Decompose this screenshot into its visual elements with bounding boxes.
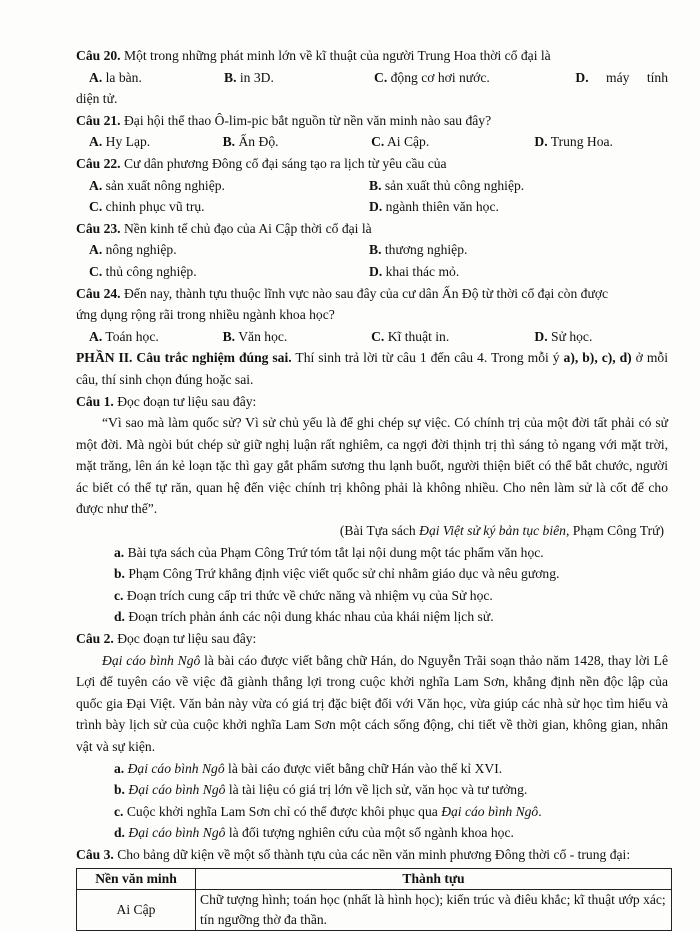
option-a[interactable]: A. Toán học. — [89, 328, 159, 344]
cau-1-source: (Bài Tựa sách Đại Việt sử ký bản tục biên, Phạm Công Trứ) — [339, 523, 664, 539]
question-22-options-ab — [76, 175, 668, 197]
question-24: Câu 24. Đến nay, thành tựu thuộc lĩnh vực nào sau đây của cư dân Ấn Độ từ thời cổ đại còn được — [76, 285, 609, 301]
option-b[interactable]: B. thương nghiệp. — [369, 242, 468, 258]
cau-2-passage: Đại cáo bình Ngô là bài cáo được viết bằng chữ Hán, do Nguyễn Trãi soạn thảo năm 1428, thay lời Lê Lợi để tuyên cáo về việc đã giành thắng lợi trong cuộc khởi nghĩa Lam Sơn, khẳng định nền độc lập của quốc gia Đại Việt. Văn bản này vừa có giá trị đặc biệt đối với Văn học, vừa giúp các nhà sử học tìm hiểu và trình bày lịch sử của cuộc khởi nghĩa Lam Sơn một cách sống động, chi tiết về thời gian, không gian, nhân vật và sự kiện. — [76, 652, 668, 754]
cau-3: Câu 3. Cho bảng dữ kiện về một số thành tựu của các nền văn minh phương Đông thời cổ - trung đại: — [76, 846, 631, 862]
column-header: Nền văn minh — [77, 868, 196, 889]
table-row — [77, 889, 672, 930]
question-20-options — [76, 67, 668, 89]
option-d[interactable]: D. máy tính — [575, 69, 668, 85]
statement-c[interactable]: c. Cuộc khởi nghĩa Lam Sơn chỉ có thể được khôi phục qua Đại cáo bình Ngô. — [114, 803, 542, 819]
question-24-cont: ứng dụng rộng rãi trong nhiều ngành khoa học? — [76, 307, 335, 323]
civilization-table — [76, 868, 672, 931]
table-cell: Ai Cập — [77, 889, 196, 930]
statement-b[interactable]: b. Phạm Công Trứ khẳng định việc viết quốc sử chỉ nhằm giáo dục và nêu gương. — [114, 566, 560, 582]
option-d[interactable]: D. Sử học. — [534, 328, 593, 344]
question-23-options-ab — [76, 239, 668, 261]
cau-1-quote: “Vì sao mà làm quốc sử? Vì sử chủ yếu là để ghi chép sự việc. Có chính trị của một đời tất phải có sử một đời. Mà ngòi bút chép sử giữ nghị luận rất nghiêm, ca ngợi đời thịnh trị thì sáng tỏ ngang với mặt trời, mặt trăng, lên án kẻ loạn tặc thì gay gắt phẩm sương thu lạnh buốt, người thiện biết có thể bắt chước, người ác biết có thể tự răn, quan hệ đến việc chính trị không phải là không nhiều. Cho nên làm sử là cốt để cho được như thế”. — [76, 415, 668, 517]
question-21-options — [76, 131, 668, 153]
option-a[interactable]: A. Hy Lạp. — [89, 134, 151, 150]
option-b[interactable]: B. Văn học. — [222, 328, 288, 344]
part-2-instructions: PHẦN II. Câu trắc nghiệm đúng sai. Thí sinh trả lời từ câu 1 đến câu 4. Trong mỗi ý a), b), c), d) ở mỗi câu, thí sinh chọn đúng hoặc sai. — [76, 350, 668, 387]
option-b[interactable]: B. in 3D. — [224, 69, 274, 85]
table-cell: Chữ tượng hình; toán học (nhất là hình học); kiến trúc và điêu khắc; kĩ thuật ướp xác; tín ngưỡng thờ đa thần. — [196, 889, 672, 930]
option-b[interactable]: B. sản xuất thủ công nghiệp. — [369, 177, 525, 193]
column-header: Thành tựu — [196, 868, 672, 889]
option-b[interactable]: B. Ấn Độ. — [222, 134, 279, 150]
statement-a[interactable]: a. Đại cáo bình Ngô là bài cáo được viết bằng chữ Hán vào thế kỉ XVI. — [114, 760, 503, 776]
option-a[interactable]: A. nông nghiệp. — [89, 242, 177, 258]
statement-d[interactable]: d. Đoạn trích phản ánh các nội dung khác nhau của khái niệm lịch sử. — [114, 609, 494, 625]
cau-2: Câu 2. Đọc đoạn tư liệu sau đây: — [76, 631, 257, 647]
option-d[interactable]: D. ngành thiên văn học. — [369, 199, 499, 215]
option-c[interactable]: C. chinh phục vũ trụ. — [89, 199, 205, 215]
option-a[interactable]: A. sản xuất nông nghiệp. — [89, 177, 225, 193]
question-23-options-cd — [76, 261, 668, 283]
option-d[interactable]: D. Trung Hoa. — [534, 134, 613, 150]
question-22: Câu 22. Cư dân phương Đông cổ đại sáng tạo ra lịch từ yêu cầu của — [76, 155, 447, 171]
question-20: Câu 20. Một trong những phát minh lớn về kĩ thuật của người Trung Hoa thời cổ đại là — [76, 48, 551, 63]
option-c[interactable]: C. thủ công nghiệp. — [89, 263, 197, 279]
cau-1: Câu 1. Đọc đoạn tư liệu sau đây: — [76, 393, 257, 409]
question-23: Câu 23. Nền kinh tế chủ đạo của Ai Cập thời cổ đại là — [76, 220, 372, 236]
question-22-options-cd — [76, 196, 668, 218]
option-d-continued: diện tử. — [76, 91, 118, 107]
question-24-options — [76, 326, 668, 348]
statement-c[interactable]: c. Đoạn trích cung cấp tri thức về chức năng và nhiệm vụ của Sử học. — [114, 587, 493, 603]
question-21: Câu 21. Đại hội thể thao Ô-lim-pic bắt nguồn từ nền văn minh nào sau đây? — [76, 112, 492, 128]
statement-d[interactable]: d. Đại cáo bình Ngô là đối tượng nghiên cứu của một số ngành khoa học. — [114, 825, 514, 841]
option-c[interactable]: C. động cơ hơi nước. — [374, 69, 490, 85]
option-d[interactable]: D. khai thác mỏ. — [369, 263, 460, 279]
table-header-row — [77, 868, 672, 889]
statement-b[interactable]: b. Đại cáo bình Ngô là tài liệu có giá trị lớn về lịch sử, văn học và tư tưởng. — [114, 782, 528, 798]
statement-a[interactable]: a. Bài tựa sách của Phạm Công Trứ tóm tắt lại nội dung một tác phẩm văn học. — [114, 544, 544, 560]
option-c[interactable]: C. Kĩ thuật in. — [371, 328, 450, 344]
option-c[interactable]: C. Ai Cập. — [371, 134, 430, 150]
option-a[interactable]: A. la bàn. — [89, 69, 142, 85]
